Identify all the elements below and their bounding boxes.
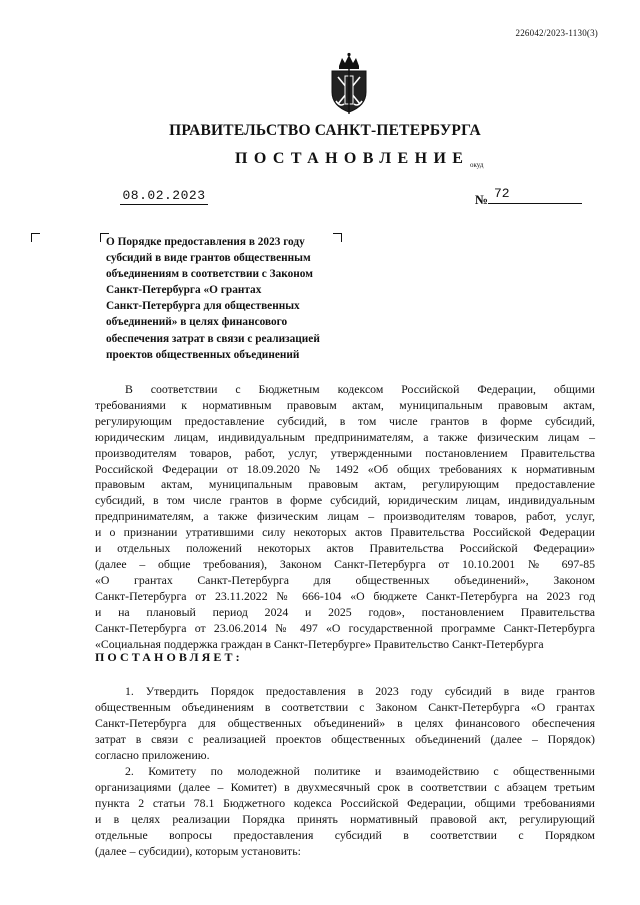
document-number: 72 <box>488 186 582 204</box>
text-line: «О грантах Санкт-Петербурга для общественных объединений», Законом <box>95 572 595 587</box>
subject-line: объединений» в целях финансового <box>106 316 288 329</box>
text-line: Санкт-Петербурга от 23.11.2022 № 666-104 «О бюджете Санкт-Петербурга на 2023 год <box>95 588 595 603</box>
text-line: Российской Федерации от 18.09.2020 № 1492 «Об общих требованиях к нормативным <box>95 461 595 476</box>
document-date: 08.02.2023 <box>120 188 208 205</box>
text-line: производителям товаров, работ, услуг, утвержденными постановлением Правительства <box>95 445 595 460</box>
text-line: и в целях реализации Порядка принять нормативный правовой акт, регулирующий <box>95 811 595 826</box>
text-line: Санкт-Петербурга для общественных объединений» в целях финансового обеспечения <box>95 715 595 730</box>
text-line: (далее – общие требования), Законом Санкт-Петербурга от 10.10.2001 № 697-85 <box>95 556 595 571</box>
text-line: и о признании утратившими силу некоторых актов Правительства Российской Федерации <box>95 525 595 540</box>
document-type: ПОСТАНОВЛЕНИЕ <box>235 150 470 167</box>
text-line: организациями (далее – Комитет) в двухмесячный срок в соответствии с абзацем третьим <box>95 779 595 794</box>
text-line: отдельные вопросы предоставления субсидий в соответствии с Порядком <box>95 827 595 842</box>
text-line: предпринимателям, а также физическим лицам – производителям товаров, работ, услуг, <box>95 509 595 524</box>
preamble-paragraph <box>95 382 595 652</box>
text-line: «Социальная поддержка граждан в Санкт-Петербурге» Правительство Санкт-Петербурга <box>95 636 544 651</box>
item-2-paragraph <box>95 764 595 859</box>
text-line: 2. Комитету по молодежной политике и взаимодействию с общественными <box>125 764 595 778</box>
text-line: и отдельных положений некоторых актов Правительства Российской Федерации» <box>95 541 595 556</box>
text-line: пункта 2 статьи 78.1 Бюджетного кодекса Российской Федерации, общими требованиями <box>95 795 595 810</box>
text-line: требованиями к нормативным правовым актам, муниципальным правовым актам, <box>95 397 595 412</box>
number-sign: № <box>475 192 489 207</box>
subject-line: О Порядке предоставления в 2023 году <box>106 236 305 248</box>
coat-of-arms-icon <box>325 52 373 116</box>
subject-line: проектов общественных объединений <box>106 348 300 361</box>
subject-line: Санкт-Петербурга «О грантах <box>106 284 262 297</box>
subject-line: обеспечения затрат в связи с реализацией <box>106 332 320 345</box>
text-line: общественным объединениям в соответствии с Законом Санкт-Петербурга «О грантах <box>95 699 595 714</box>
okud-label: окуд <box>470 161 484 169</box>
government-title: ПРАВИТЕЛЬСТВО САНКТ-ПЕТЕРБУРГА <box>169 122 481 139</box>
item-1-paragraph <box>95 684 595 764</box>
text-line: 1. Утвердить Порядок предоставления в 2023 году субсидий в виде грантов <box>125 684 595 698</box>
text-line: (далее – субсидии), которым установить: <box>95 843 301 858</box>
subject-line: объединениям в соответствии с Законом <box>106 268 313 281</box>
subject-title <box>106 234 366 363</box>
text-line: регулирующим предоставление субсидий, в том числе грантов в форме субсидий, <box>95 413 595 428</box>
text-line: затрат в связи с реализацией проектов общественных объединений (далее – Порядок) <box>95 731 595 746</box>
resolves-heading: ПОСТАНОВЛЯЕТ: <box>95 650 243 664</box>
text-line: согласно приложению. <box>95 747 210 762</box>
text-line: и на плановый период 2024 и 2025 годов», постановлением Правительства <box>95 604 595 619</box>
text-line: Санкт-Петербурга от 23.06.2014 № 497 «О государственной программе Санкт-Петербурга <box>95 620 595 635</box>
subject-line: Санкт-Петербурга для общественных <box>106 300 300 313</box>
subject-line: субсидий в виде грантов общественным <box>106 252 311 265</box>
document-code: 226042/2023-1130(3) <box>515 28 598 38</box>
text-line: юридическим лицам, индивидуальным предпринимателям, а также физическим лицам – <box>95 429 595 444</box>
text-line: правовым актам, муниципальным правовым актам, регулирующим предоставление <box>95 477 595 492</box>
corner-mark-left <box>31 233 40 242</box>
text-line: субсидий, в том числе грантов в форме субсидий, юридическим лицам, индивидуальным <box>95 493 595 508</box>
text-line: В соответствии с Бюджетным кодексом Российской Федерации, общими <box>125 382 595 396</box>
